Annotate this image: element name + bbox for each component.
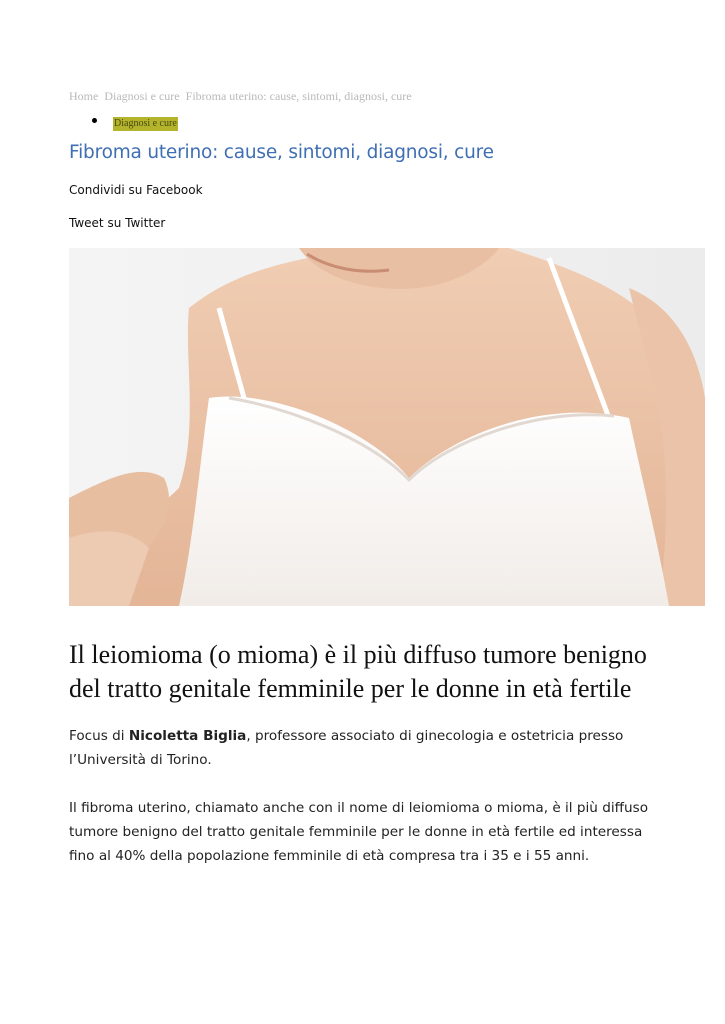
share-twitter-link[interactable]: Tweet su Twitter [69, 216, 166, 230]
breadcrumb-category[interactable]: Diagnosi e cure [104, 89, 180, 103]
category-tag-link[interactable]: Diagnosi e cure [114, 118, 177, 129]
intro-paragraph [69, 724, 669, 772]
woman-photo-illustration [69, 248, 705, 606]
article-headline: Il leiomioma (o mioma) è il più diffuso tumore benigno del tratto genitale femminile per le donne in età fertile [69, 640, 647, 703]
post-title: Fibroma uterino: cause, sintomi, diagnosi, cure [69, 142, 494, 163]
intro-suffix: , professore associato di ginecologia e ostetricia presso l’Università di Torino. [69, 728, 624, 768]
intro-prefix: Focus di [69, 728, 129, 744]
hero-image [69, 248, 705, 606]
breadcrumb-home[interactable]: Home [69, 89, 99, 103]
share-facebook-link[interactable]: Condividi su Facebook [69, 183, 203, 197]
author-name: Nicoletta Biglia [128, 728, 247, 744]
bullet-icon [92, 118, 97, 123]
category-list [92, 113, 178, 131]
category-list-item [92, 113, 178, 131]
body-paragraph: Il fibroma uterino, chiamato anche con il nome di leiomioma o mioma, è il più diffuso tumore benigno del tratto genitale femminile per le donne in età fertile ed interessa fino al 40% della popolazione femminile di età compresa tra i 35 e i 55 anni. [69, 800, 649, 864]
breadcrumb [69, 89, 415, 104]
breadcrumb-current: Fibroma uterino: cause, sintomi, diagnosi, cure [185, 89, 412, 103]
